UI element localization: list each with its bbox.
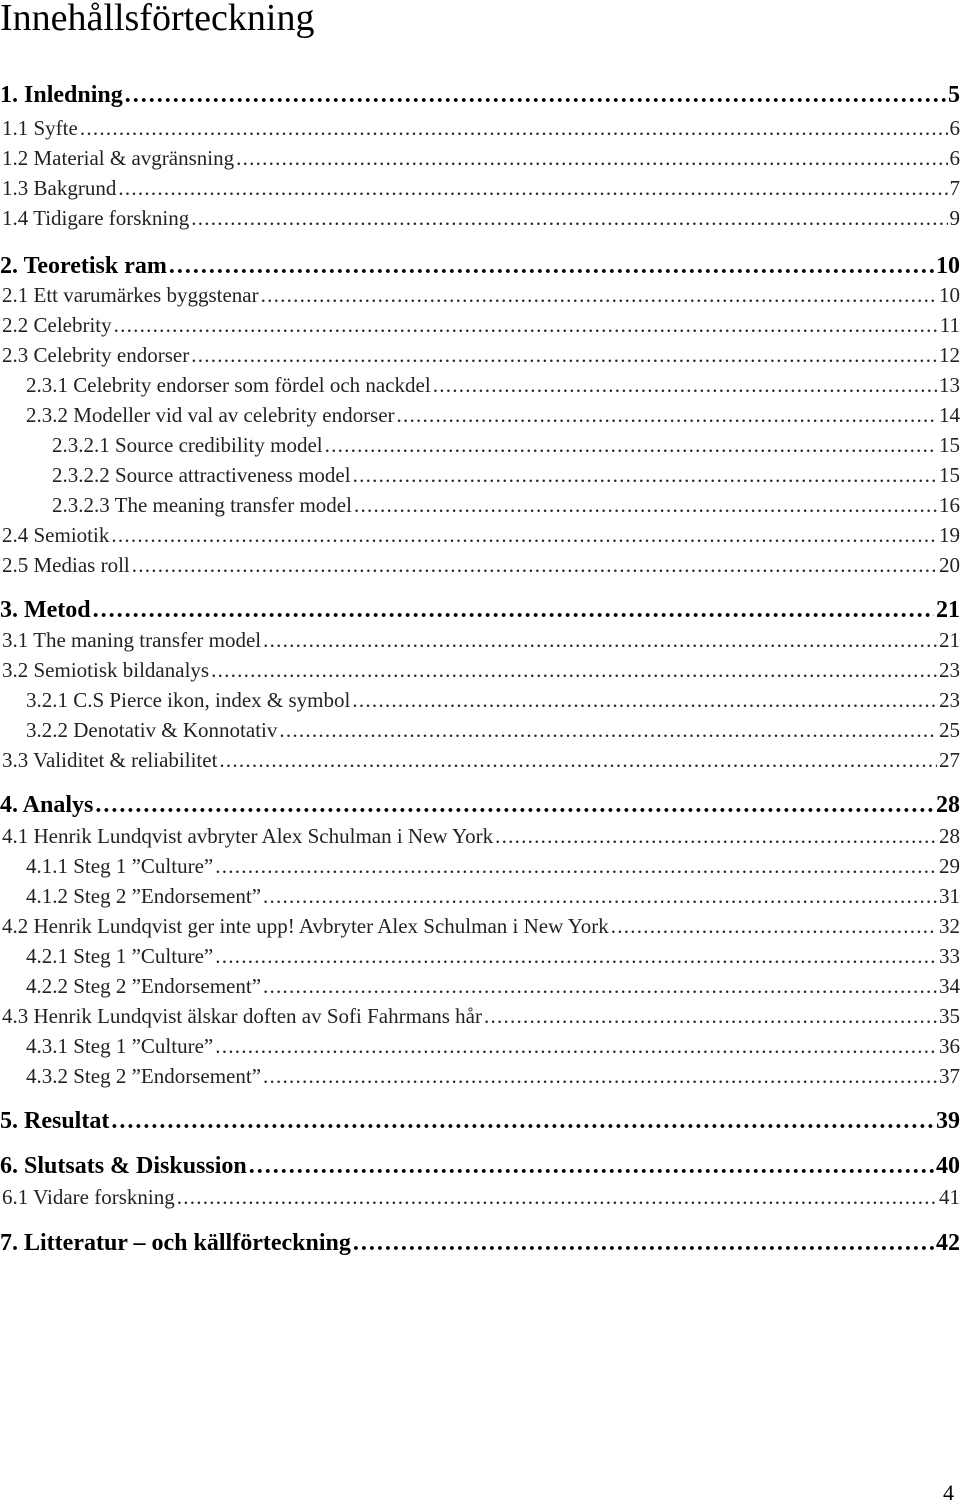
dot-leader (263, 1064, 937, 1089)
dot-leader (95, 792, 934, 819)
dot-leader (215, 854, 937, 879)
toc-entry (0, 1230, 960, 1257)
toc-entry-page: 27 (939, 748, 960, 772)
dot-leader (80, 116, 948, 141)
dot-leader (495, 824, 937, 849)
dot-leader (219, 748, 937, 773)
toc-entry-title: 5. Resultat (0, 1108, 110, 1134)
toc-entry (0, 1108, 960, 1135)
toc-entry-title: 1.3 Bakgrund (2, 176, 117, 200)
dot-leader (93, 597, 934, 624)
toc-entry-page: 40 (936, 1153, 960, 1179)
page-title: Innehållsförteckning (0, 0, 315, 39)
dot-leader (433, 373, 937, 398)
toc-entry-title: 1.2 Material & avgränsning (2, 146, 235, 170)
toc-entry (26, 974, 960, 999)
dot-leader (249, 1153, 934, 1180)
dot-leader (191, 206, 947, 231)
toc-entry-title: 4.2 Henrik Lundqvist ger inte upp! Avbryter Alex Schulman i New York (2, 914, 609, 938)
dot-leader (215, 944, 937, 969)
toc-entry-page: 6 (949, 116, 960, 140)
dot-leader (111, 523, 937, 548)
toc-entry (52, 463, 960, 488)
toc-entry-page: 15 (939, 433, 960, 457)
toc-entry-title: 4.2.1 Steg 1 ”Culture” (26, 944, 214, 968)
toc-entry (2, 553, 960, 578)
toc-entry-page: 12 (939, 343, 960, 367)
toc-entry-title: 4.1.2 Steg 2 ”Endorsement” (26, 884, 262, 908)
dot-leader (215, 1034, 937, 1059)
toc-entry-title: 2.3.1 Celebrity endorser som fördel och nackdel (26, 373, 431, 397)
toc-entry-page: 37 (939, 1064, 960, 1088)
toc-entry-title: 1.1 Syfte (2, 116, 78, 140)
toc-entry-title: 2.3.2.3 The meaning transfer model (52, 493, 352, 517)
toc-entry (2, 914, 960, 939)
toc-entry-title: 4.3.1 Steg 1 ”Culture” (26, 1034, 214, 1058)
toc-entry-page: 21 (939, 628, 960, 652)
toc-entry (2, 206, 960, 231)
toc-entry-page: 33 (939, 944, 960, 968)
toc-entry (52, 433, 960, 458)
toc-entry-title: 4.3 Henrik Lundqvist älskar doften av Sofi Fahrmans hår (2, 1004, 482, 1028)
toc-entry (2, 116, 960, 141)
toc-entry-page: 36 (939, 1034, 960, 1058)
toc-entry-title: 2.3.2 Modeller vid val av celebrity endorser (26, 403, 395, 427)
toc-entry (2, 824, 960, 849)
toc-entry (2, 1185, 960, 1210)
toc-entry-title: 3. Metod (0, 597, 91, 623)
toc-entry (2, 1004, 960, 1029)
toc-entry-title: 4.1 Henrik Lundqvist avbryter Alex Schulman i New York (2, 824, 494, 848)
toc-entry (26, 688, 960, 713)
dot-leader (118, 176, 947, 201)
dot-leader (279, 718, 937, 743)
toc-entry-page: 29 (939, 854, 960, 878)
toc-entry-page: 19 (939, 523, 960, 547)
toc-entry-page: 34 (939, 974, 960, 998)
dot-leader (125, 82, 946, 109)
toc-entry-title: 3.3 Validitet & reliabilitet (2, 748, 218, 772)
dot-leader (132, 553, 937, 578)
toc-entry-page: 10 (939, 283, 960, 307)
toc-entry-page: 20 (939, 553, 960, 577)
toc-entry-title: 4.1.1 Steg 1 ”Culture” (26, 854, 214, 878)
dot-leader (114, 313, 938, 338)
toc-entry (26, 944, 960, 969)
toc-entry (26, 854, 960, 879)
toc-entry (26, 1034, 960, 1059)
toc-entry (0, 597, 960, 624)
toc-entry-title: 2.2 Celebrity (2, 313, 112, 337)
toc-entry (26, 884, 960, 909)
dot-leader (261, 283, 937, 308)
toc-entry-title: 2.4 Semiotik (2, 523, 110, 547)
toc-entry (2, 176, 960, 201)
dot-leader (263, 884, 937, 909)
toc-entry-page: 6 (949, 146, 960, 170)
toc-entry-title: 4.2.2 Steg 2 ”Endorsement” (26, 974, 262, 998)
toc-entry (52, 493, 960, 518)
toc-entry-page: 31 (939, 884, 960, 908)
toc-entry-title: 3.2 Semiotisk bildanalys (2, 658, 210, 682)
toc-entry-title: 1. Inledning (0, 82, 123, 108)
toc-entry-page: 7 (949, 176, 960, 200)
toc-entry-title: 6.1 Vidare forskning (2, 1185, 175, 1209)
toc-entry (0, 792, 960, 819)
toc-entry-page: 25 (939, 718, 960, 742)
toc-entry-page: 21 (936, 597, 960, 623)
toc-entry-page: 41 (939, 1185, 960, 1209)
toc-entry-title: 2. Teoretisk ram (0, 253, 167, 279)
toc-entry-page: 5 (948, 82, 960, 108)
toc-entry-title: 6. Slutsats & Diskussion (0, 1153, 247, 1179)
toc-entry-page: 11 (939, 313, 960, 337)
toc-entry-title: 3.1 The maning transfer model (2, 628, 262, 652)
toc-entry-title: 2.1 Ett varumärkes byggstenar (2, 283, 259, 307)
dot-leader (353, 1230, 934, 1257)
toc-entry (2, 523, 960, 548)
toc-entry (2, 283, 960, 308)
toc-entry-page: 14 (939, 403, 960, 427)
toc-entry-page: 39 (936, 1108, 960, 1134)
toc-entry-title: 3.2.1 C.S Pierce ikon, index & symbol (26, 688, 351, 712)
toc-entry-page: 15 (939, 463, 960, 487)
toc-entry-title: 2.3.2.1 Source credibility model (52, 433, 323, 457)
toc-entry-page: 32 (939, 914, 960, 938)
toc-entry-page: 35 (939, 1004, 960, 1028)
toc-entry (2, 146, 960, 171)
toc-entry-title: 1.4 Tidigare forskning (2, 206, 190, 230)
dot-leader (191, 343, 937, 368)
toc-entry (26, 718, 960, 743)
dot-leader (263, 974, 937, 999)
toc-entry-page: 10 (936, 253, 960, 279)
toc-entry-page: 13 (939, 373, 960, 397)
toc-entry (2, 658, 960, 683)
toc-entry-page: 16 (939, 493, 960, 517)
dot-leader (236, 146, 947, 171)
toc-entry-title: 7. Litteratur – och källförteckning (0, 1230, 351, 1256)
dot-leader (263, 628, 937, 653)
page-number: 4 (943, 1480, 954, 1505)
toc-entry-page: 28 (939, 824, 960, 848)
toc-entry (0, 82, 960, 109)
toc-entry-title: 2.3 Celebrity endorser (2, 343, 190, 367)
toc-entry (26, 373, 960, 398)
toc-entry-title: 2.5 Medias roll (2, 553, 130, 577)
toc-entry-page: 9 (949, 206, 960, 230)
toc-entry (26, 403, 960, 428)
toc-entry-page: 23 (939, 658, 960, 682)
toc-entry-title: 4.3.2 Steg 2 ”Endorsement” (26, 1064, 262, 1088)
toc-entry (2, 313, 960, 338)
toc-entry-title: 3.2.2 Denotativ & Konnotativ (26, 718, 278, 742)
dot-leader (354, 493, 937, 518)
toc-entry (2, 628, 960, 653)
toc-entry (0, 253, 960, 280)
toc-entry-page: 23 (939, 688, 960, 712)
dot-leader (177, 1185, 937, 1210)
dot-leader (111, 1108, 934, 1135)
toc-entry (2, 748, 960, 773)
dot-leader (352, 688, 937, 713)
dot-leader (353, 463, 937, 488)
toc-entry (0, 1153, 960, 1180)
dot-leader (484, 1004, 937, 1029)
toc-entry-page: 28 (936, 792, 960, 818)
dot-leader (611, 914, 937, 939)
dot-leader (169, 253, 934, 280)
toc-entry-page: 42 (936, 1230, 960, 1256)
dot-leader (325, 433, 937, 458)
toc-entry (26, 1064, 960, 1089)
dot-leader (397, 403, 937, 428)
toc-entry (2, 343, 960, 368)
toc-entry-title: 4. Analys (0, 792, 94, 818)
toc-entry-title: 2.3.2.2 Source attractiveness model (52, 463, 351, 487)
dot-leader (211, 658, 937, 683)
